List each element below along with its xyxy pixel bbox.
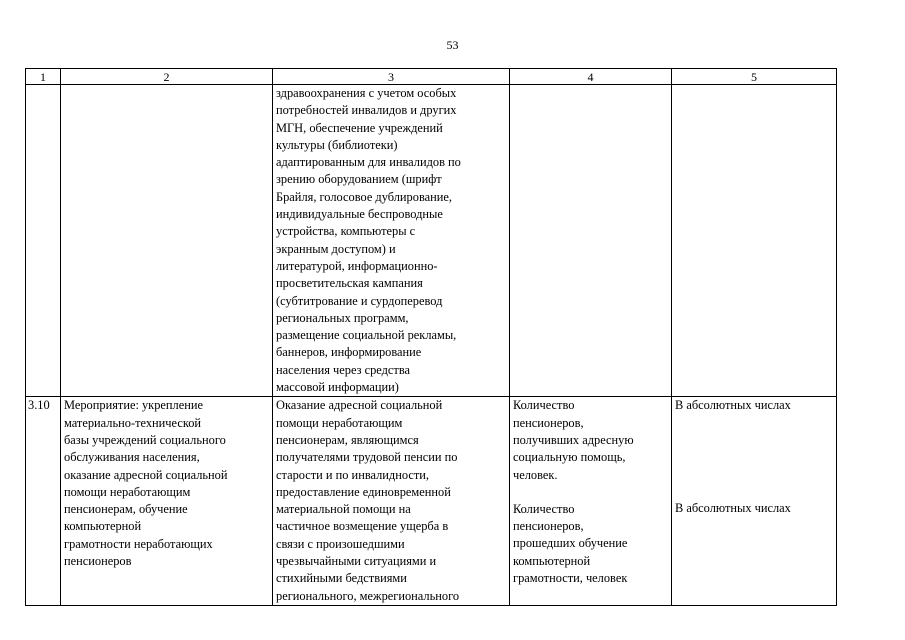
- row-number-cell: [26, 397, 61, 606]
- table-header-row: [26, 69, 837, 85]
- unit-text-2: В абсолютных числах: [675, 500, 791, 515]
- column-number-5: 5: [672, 69, 837, 85]
- unit-spacer-1: [675, 415, 834, 432]
- unit-spacer-2: [675, 432, 834, 449]
- column-number-1: 1: [26, 69, 61, 85]
- continued-description-text: здравоохранения с учетом особых потребностей инвалидов и других МГН, обеспечение учреждений культуры (библиотеки) адаптированным для инвалидов по зрению оборудованием (шрифт Брайля, голосовое дублирование, индивидуальные беспроводные устройства, компьютеры с экранным доступом) и литературой, информационно- просветительская кампания (субтитрование и сурдоперевод региональных программ, размещение социальной рекламы, баннеров, информирование населения через средства массовой информации): [276, 86, 461, 395]
- continued-row-measure-cell: [61, 85, 273, 397]
- page-number: 53: [446, 38, 459, 52]
- column-number-2: 2: [61, 69, 273, 85]
- indicator-text-1: Количество пенсионеров, получивших адресную социальную помощь, человек.: [513, 398, 634, 482]
- indicators-table: [25, 68, 837, 606]
- indicator-text-2: Количество пенсионеров, прошедших обучение компьютерной грамотности, человек: [513, 501, 628, 586]
- row-number: 3.10: [28, 398, 50, 413]
- indicator-spacer: [513, 484, 669, 501]
- continued-row-indicator-cell: [510, 85, 672, 397]
- table-row-continued: [26, 85, 837, 397]
- continued-row-number-cell: [26, 85, 61, 397]
- unit-spacer-4: [675, 466, 834, 483]
- unit-spacer-3: [675, 449, 834, 466]
- description-cell: [273, 397, 510, 606]
- unit-spacer-5: [675, 483, 834, 500]
- indicator-cell: [510, 397, 672, 606]
- continued-row-description-cell: [273, 85, 510, 397]
- table-row-3-10: [26, 397, 837, 606]
- column-number-4: 4: [510, 69, 672, 85]
- measure-text: Мероприятие: укрепление материально-технической базы учреждений социального обслуживания населения, оказание адресной социальной помощи неработающим пенсионерам, обучение компьютерной грамотности неработающих пенсионеров: [64, 398, 228, 569]
- measure-cell: [61, 397, 273, 606]
- column-number-3: 3: [273, 69, 510, 85]
- continued-row-unit-cell: [672, 85, 837, 397]
- unit-cell: [672, 397, 837, 606]
- description-text: Оказание адресной социальной помощи неработающим пенсионерам, являющимся получателями трудовой пенсии по старости и по инвалидности, предоставление единовременной материальной помощи на частичное возмещение ущерба в связи с произошедшими чрезвычайными ситуациями и стихийными бедствиями регионального, межрегионального: [276, 398, 460, 603]
- unit-text-1: В абсолютных числах: [675, 398, 791, 413]
